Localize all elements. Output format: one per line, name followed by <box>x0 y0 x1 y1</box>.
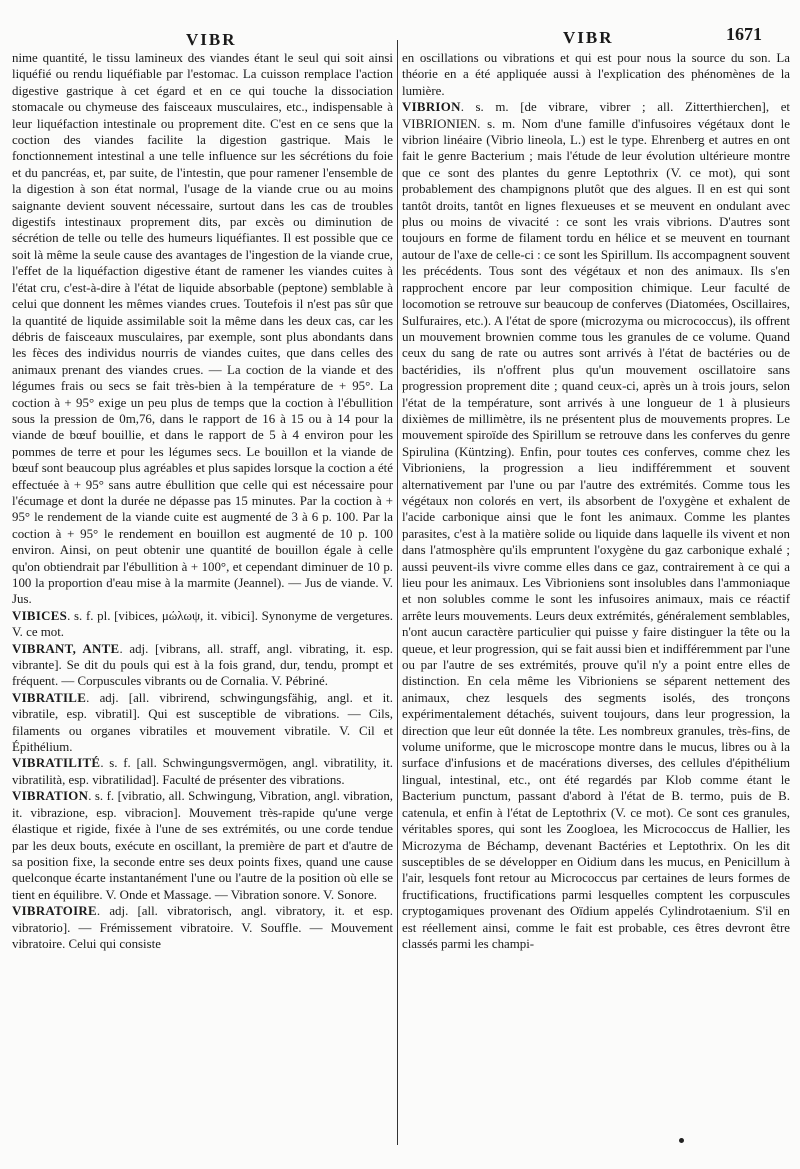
headword: VIBRION <box>402 100 461 115</box>
headword: VIBRATILITÉ <box>12 756 101 771</box>
entry-vibratile: VIBRATILE. adj. [all. vibrirend, schwingungsfähig, angl. et it. vibratile, esp. vibratil]. Qui est susceptible de vibrations. — Cils, filaments ou organes vibratiles et mouvement vibratile. V. Cil et Épithélium. <box>12 690 393 755</box>
entry-vibratilite: VIBRATILITÉ. s. f. [all. Schwingungsvermögen, angl. vibratility, it. vibratilità, esp. vibratilidad]. Faculté de présenter des vibrations. <box>12 756 393 787</box>
paragraph-vibratoire-continuation: en oscillations ou vibrations et qui est pour nous la source du son. La théorie en a été appliquée aussi à l'explication des phénomènes de la lumière. <box>402 51 790 98</box>
right-column <box>402 50 790 952</box>
headword: VIBICES <box>12 608 68 623</box>
entry-vibration: VIBRATION. s. f. [vibratio, all. Schwingung, Vibration, angl. vibration, it. vibrazione, esp. vibracion]. Mouvement très-rapide qu'une verge élastique et rigide, fixée à l'une de ses extrémités, ou une corde tendue par les deux bouts, exécute en oscillant, la première de part et d'autre de sa position fixe, la seconde entre ses deux points fixes, quand une cause quelconque écarte instantanément l'une ou l'autre de la position où elle se tient en équilibre. V. Onde et Massage. — Vibration sonore. V. Sonore. <box>12 789 393 902</box>
headword: VIBRATILE <box>12 690 87 705</box>
paragraph-viande-continuation: nime quantité, le tissu lamineux des viandes étant le seul qui soit ainsi liquéfié ou rendu liquéfiable par l'estomac. La cuisson remplace l'action digestive gastrique à cet égard et en ce qui touche la dissociation stomacale ou chymeuse des faisceaux musculaires, etc., indispensable à leur liquéfaction intestinale ou proprement dite. C'est en ce sens que la coction des viandes facilite la digestion gastrique. Mais le fonctionnement intestinal a une telle influence sur les sécrétions du foie et du pancréas, et, par suite, de l'intestin, que pour ramener l'ensemble de la digestion à son état normal, l'usage de la viande crue ou au moins saignante devient souvent nécessaire, surtout dans les cas de troubles digestifs intestinaux proprement dits, par excès ou diminution de sécrétion de telle ou telle des humeurs liquéfiantes. Il est possible que ce soit là même la seule cause des avantages de l'ingestion de la viande crue, l'effet de la liquéfaction digestive étant de ramener les viandes cuites à l'état cru, c'est-à-dire à l'état de liquide absorbable (peptone) semblable à celui que donnent les mêmes viandes crues. Toutefois il n'est pas sûr que la quantité de liquide assimilable soit la même dans les deux cas, car les débris de faisceaux musculaires, par exemple, sont plus abondants dans les fèces des individus nourris de viandes cuites, que dans celles des animaux prenant des viandes crues. — La coction de la viande et des légumes frais ou secs se fait très-bien à la température de + 95°. La coction à + 95° exige un peu plus de temps que la coction à l'ébullition sous la pression de 0m,76, dans le rapport de 16 à 15 ou à 14 pour la viande de bœuf bouillie, et dans le rapport de 5 à 4 environ pour les pommes de terre et pour les légumes secs. Le bouillon et la viande de bœuf sont beaucoup plus agréables et plus sapides lorsque la coction a été effectuée à + 95° sans autre ébullition que celle qui est nécessaire pour l'écumage et dont la durée ne dépasse pas 15 minutes. Par la coction à + 95° le rendement de la viande cuite est augmenté de 3 à 6 p. 100. Par la coction à + 95° le rendement en bouillon est augmenté de 10 p. 100 environ. Ainsi, on peut obtenir une quantité de bouillon égale à celle qu'on obtiendrait par l'ébullition à + 100°, et cependant diminuer de 10 p. 100 la proportion d'eau mise à la marmite (Jeannel). — Jus de viande. V. Jus. <box>12 51 393 607</box>
entry-vibices: VIBICES. s. f. pl. [vibices, μώλωψ, it. vibici]. Synonyme de vergetures. V. ce mot. <box>12 608 393 640</box>
ink-spot <box>679 1138 684 1143</box>
column-divider <box>397 40 398 1145</box>
running-head-right: VIBR <box>563 28 614 47</box>
page-number: 1671 <box>726 24 762 44</box>
entry-vibrion: VIBRION. s. m. [de vibrare, vibrer ; all. Zitterthierchen], et VIBRIONIEN. s. m. Nom d'une famille d'infusoires végétaux dont le vibrion linéaire (Vibrio lineola, L.) est le type. Ehrenberg et autres en ont fait le genre Bacterium ; mais l'étude de leur évolution ultérieure montre que ce sont des plantes du genre Leptothrix (V. ce mot), qui sont probablement des champignons plutôt que des algues. Il en est qui sont tantôt droits, tantôt en lignes flexueuses et se meuvent en ondulant avec plus ou moins de vivacité : ce sont les vrais vibrions. D'autres sont toujours en forme de filament tordu en hélice et se meuvent en tournant autour de l'axe de celle-ci : ce sont les Spirillum. Ils accompagnent souvent les précédents. Tous sont des végétaux et non des animaux. Ils s'en rapprochent encore par leur composition chimique. Leur faculté de locomotion se retrouve sur beaucoup de conferves (Diatomées, Oscillaires, Sulfuraires, etc.). A l'état de spore (microzyma ou micrococcus), ils offrent un mouvement brownien comme tous les granules de ce volume. Quand ceux du sang de rate ou autres sont arrivés à l'état de bactéries ou de bactéridies, ils n'offrent plus qu'un mouvement oscillatoire sans progression proprement dite ; quand ceux-ci, après un à trois jours, selon l'état de la température, sont arrivés à une longueur de 1 à plusieurs dixièmes de millimètre, ils ne présentent plus de mouvements propres. Le mouvement spiroïde des Spirillum se retrouve dans les conferves du genre Spirulina (Küntzing). Enfin, pour toutes ces conferves, comme chez les Vibrioniens, la progression a lieu indifféremment et souvent alternativement par l'une ou par l'autre des extrémités. Comme tous les végétaux non colorés en vert, ils absorbent de l'oxygène et exhalent de l'acide carbonique ainsi que le font les animaux. Comme les plantes parasites, c'est à la matière solide ou liquide dans laquelle ils vivent et non dans l'atmosphère qu'ils empruntent l'oxygène du gaz carbonique exhalé ; aussi peuvent-ils vivre comme elles dans ce gaz, contrairement à ce qui a lieu pour les animaux. Les Vibrioniens sont insolubles dans l'ammoniaque et non solubles comme le sont les infusoires animaux, mais ce réactif arrête leurs mouvements. Leurs deux extrémités, généralement semblables, n'ont aucun caractère particulier qui puisse y faire distinguer la tête ou la queue, et leur progression, qui se fait aussi bien et indifféremment par l'une ou par l'autre de ses extrémités, prouve qu'il n'y a point entre elles de distinction. En cela même les Vibrioniens se séparent nettement des animaux, chez lesquels des segments isolés, des tronçons expérimentalement détachés, suivent toujours, dans leur progression, la direction que leur eût donnée la tête. Les nombreux granules, très-fins, de volume uniforme, que le microscope montre dans le mucus, libres ou à la surface d'infusions et de macérations diverses, des cellules d'épithélium lingual, intestinal, etc., ont été regardés par Klob comme étant le Bacterium punctum, passant d'abord à l'état de B. termo, puis de B. catenula, et enfin à l'état de Leptothrix (V. ce mot). Ce sont ces granules, véritables spores, qui sont les Zoogloea, les Micrococcus de Hallier, les Microzyma de Béchamp, devenant Bactéries et Leptothrix. On les dit susceptibles de se développer en Oidium dans les mucus, en Penicillum à l'air, lesquels font retour au Micrococcus par certaines de leurs formes de fructifications, fructifications parmi lesquelles comptent les corpuscules cryptogamiques provenant des Oïdium appelés Cylindrotaenium. S'il en est réellement ainsi, comme le fait est probable, ces êtres devront être classés parmi les champi- <box>402 100 790 951</box>
left-column <box>12 50 393 952</box>
headword: VIBRATOIRE <box>12 904 97 919</box>
entry-vibrant: VIBRANT, ANTE. adj. [vibrans, all. straff, angl. vibrating, it. esp. vibrante]. Se dit du pouls qui est à la fois grand, dur, tendu, prompt et fréquent. — Corpuscules vibrants ou de Cornalia. V. Pébriné. <box>12 641 394 689</box>
headword: VIBRATION <box>12 789 89 804</box>
entry-vibratoire: VIBRATOIRE. adj. [all. vibratorisch, angl. vibratory, it. et esp. vibratorio]. — Frémissement vibratoire. V. Souffle. — Mouvement vibratoire. Celui qui consiste <box>12 904 393 951</box>
headword: VIBRANT, ANTE <box>12 641 120 656</box>
running-head-left: VIBR <box>186 30 237 49</box>
